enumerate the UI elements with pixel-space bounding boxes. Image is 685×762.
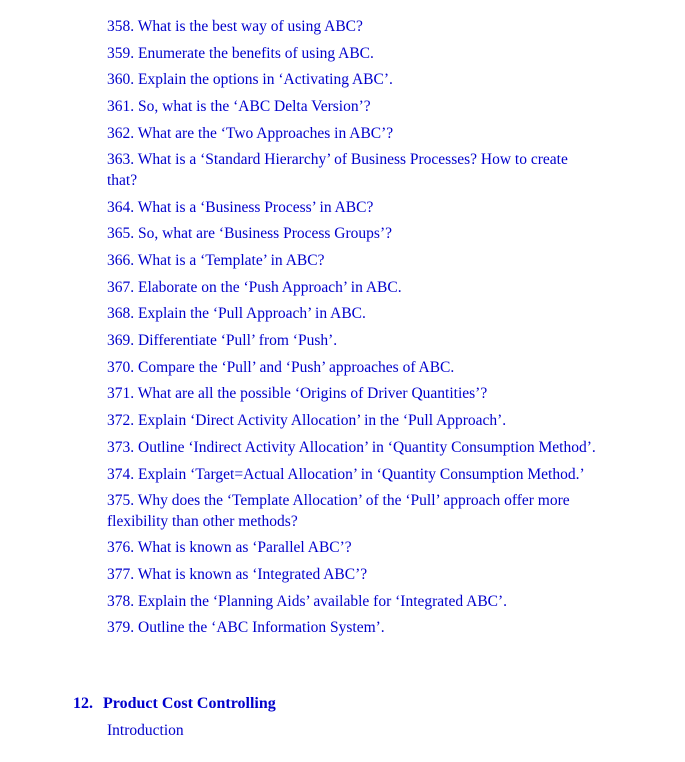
toc-entry-369[interactable]: 369. Differentiate ‘Pull’ from ‘Push’. bbox=[107, 332, 338, 350]
toc-entry-362[interactable]: 362. What are the ‘Two Approaches in ABC’? bbox=[107, 124, 394, 142]
chapter-title: Product Cost Controlling bbox=[103, 695, 276, 712]
toc-entry-373[interactable]: 373. Outline ‘Indirect Activity Allocation’ in ‘Quantity Consumption Method’. bbox=[107, 438, 596, 456]
toc-entry-375[interactable]: 375. Why does the ‘Template Allocation’ of the ‘Pull’ approach offer more flexibility than other methods? bbox=[107, 492, 570, 530]
toc-entry-368[interactable]: 368. Explain the ‘Pull Approach’ in ABC. bbox=[107, 305, 366, 323]
toc-entry-364[interactable]: 364. What is a ‘Business Process’ in ABC? bbox=[107, 198, 374, 216]
toc-entry-370[interactable]: 370. Compare the ‘Pull’ and ‘Push’ approaches of ABC. bbox=[107, 358, 455, 376]
toc-entry-374[interactable]: 374. Explain ‘Target=Actual Allocation’ in ‘Quantity Consumption Method.’ bbox=[107, 465, 585, 483]
toc-entry-introduction[interactable]: Introduction bbox=[107, 722, 184, 739]
toc-entry-366[interactable]: 366. What is a ‘Template’ in ABC? bbox=[107, 252, 325, 269]
toc-entry-365[interactable]: 365. So, what are ‘Business Process Groups’? bbox=[107, 225, 392, 243]
chapter-number: 12. bbox=[73, 695, 93, 712]
toc-entry-359[interactable]: 359. Enumerate the benefits of using ABC. bbox=[107, 44, 374, 62]
toc-entry-360[interactable]: 360. Explain the options in ‘Activating ABC’. bbox=[107, 71, 393, 89]
toc-entry-358[interactable]: 358. What is the best way of using ABC? bbox=[107, 18, 363, 35]
toc-entry-379[interactable]: 379. Outline the ‘ABC Information System’. bbox=[107, 619, 385, 637]
toc-entry-361[interactable]: 361. So, what is the ‘ABC Delta Version’? bbox=[107, 98, 371, 116]
toc-entry-377[interactable]: 377. What is known as ‘Integrated ABC’? bbox=[107, 566, 368, 584]
toc-entry-376[interactable]: 376. What is known as ‘Parallel ABC’? bbox=[107, 539, 352, 557]
toc-entry-363[interactable]: 363. What is a ‘Standard Hierarchy’ of Business Processes? How to create that? bbox=[107, 151, 568, 189]
toc-entry-372[interactable]: 372. Explain ‘Direct Activity Allocation’ in the ‘Pull Approach’. bbox=[107, 412, 507, 430]
toc-entry-367[interactable]: 367. Elaborate on the ‘Push Approach’ in ABC. bbox=[107, 278, 402, 296]
chapter-heading[interactable] bbox=[73, 693, 276, 715]
toc-entry-378[interactable]: 378. Explain the ‘Planning Aids’ available for ‘Integrated ABC’. bbox=[107, 592, 508, 610]
toc-entry-371[interactable]: 371. What are all the possible ‘Origins of Driver Quantities’? bbox=[107, 385, 488, 403]
toc-question-list bbox=[107, 17, 597, 645]
